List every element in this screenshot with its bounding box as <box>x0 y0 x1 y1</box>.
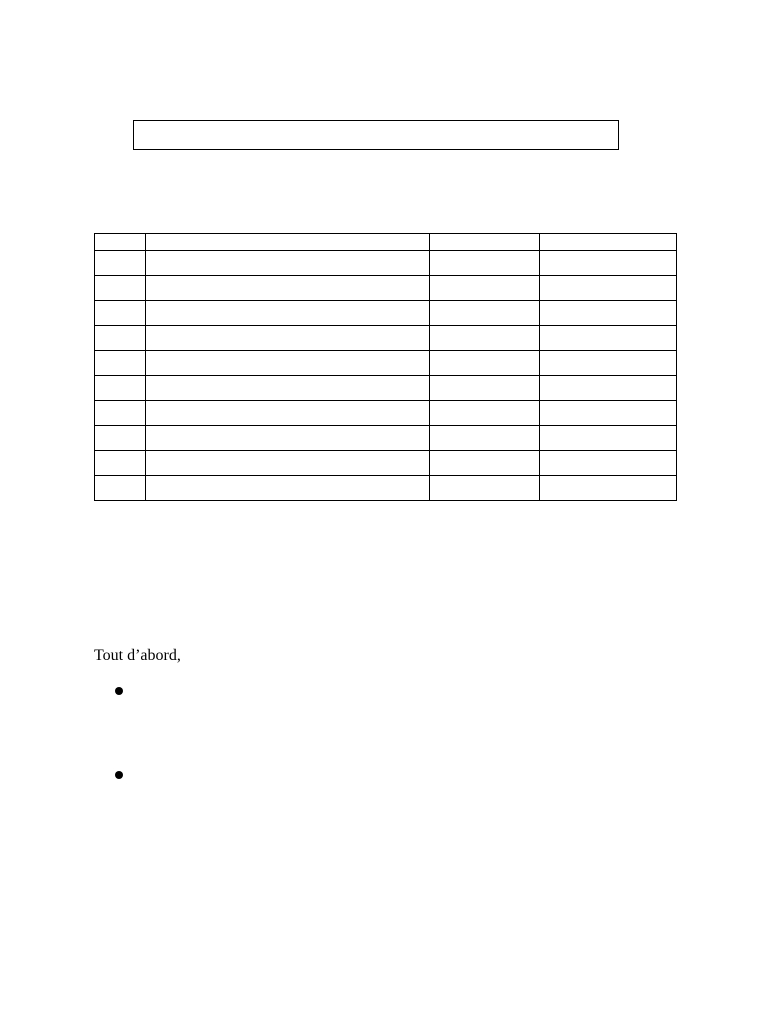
table-cell <box>429 301 539 326</box>
table-header-cell <box>146 234 429 251</box>
table-header-cell <box>95 234 146 251</box>
table-cell <box>539 326 676 351</box>
table-cell <box>95 376 146 401</box>
table-header-cell <box>539 234 676 251</box>
title-box <box>133 120 619 150</box>
table-header-row <box>95 234 677 251</box>
table-cell <box>429 351 539 376</box>
table-cell <box>429 476 539 501</box>
table-cell <box>539 376 676 401</box>
table-row <box>95 426 677 451</box>
table-cell <box>539 426 676 451</box>
bullet-point-icon <box>115 771 123 779</box>
table-cell <box>146 351 429 376</box>
table-cell <box>95 426 146 451</box>
table-cell <box>539 251 676 276</box>
table-cell <box>429 451 539 476</box>
table-row <box>95 401 677 426</box>
table-cell <box>429 251 539 276</box>
table-cell <box>146 451 429 476</box>
table-row <box>95 351 677 376</box>
table-cell <box>95 301 146 326</box>
table-cell <box>429 376 539 401</box>
table-cell <box>146 301 429 326</box>
table-cell <box>539 401 676 426</box>
table-cell <box>95 451 146 476</box>
table-cell <box>95 401 146 426</box>
table-cell <box>146 376 429 401</box>
document-table <box>94 233 677 501</box>
table-header-cell <box>429 234 539 251</box>
bullet-point-icon <box>115 687 123 695</box>
table-row <box>95 276 677 301</box>
table-cell <box>429 326 539 351</box>
table-row <box>95 301 677 326</box>
table-cell <box>95 251 146 276</box>
table-cell <box>539 351 676 376</box>
table-cell <box>146 426 429 451</box>
table-cell <box>95 326 146 351</box>
table-row <box>95 476 677 501</box>
table-cell <box>429 401 539 426</box>
table-cell <box>146 401 429 426</box>
table-cell <box>429 276 539 301</box>
table-cell <box>95 276 146 301</box>
table-cell <box>146 326 429 351</box>
table-row <box>95 451 677 476</box>
intro-paragraph: Tout d’abord, <box>94 647 181 664</box>
table-cell <box>95 351 146 376</box>
table-cell <box>95 476 146 501</box>
table-cell <box>146 276 429 301</box>
table-row <box>95 376 677 401</box>
table-cell <box>146 251 429 276</box>
table-cell <box>429 426 539 451</box>
table-row <box>95 251 677 276</box>
table-cell <box>146 476 429 501</box>
table-cell <box>539 476 676 501</box>
table-cell <box>539 276 676 301</box>
table-row <box>95 326 677 351</box>
table-cell <box>539 301 676 326</box>
table-cell <box>539 451 676 476</box>
